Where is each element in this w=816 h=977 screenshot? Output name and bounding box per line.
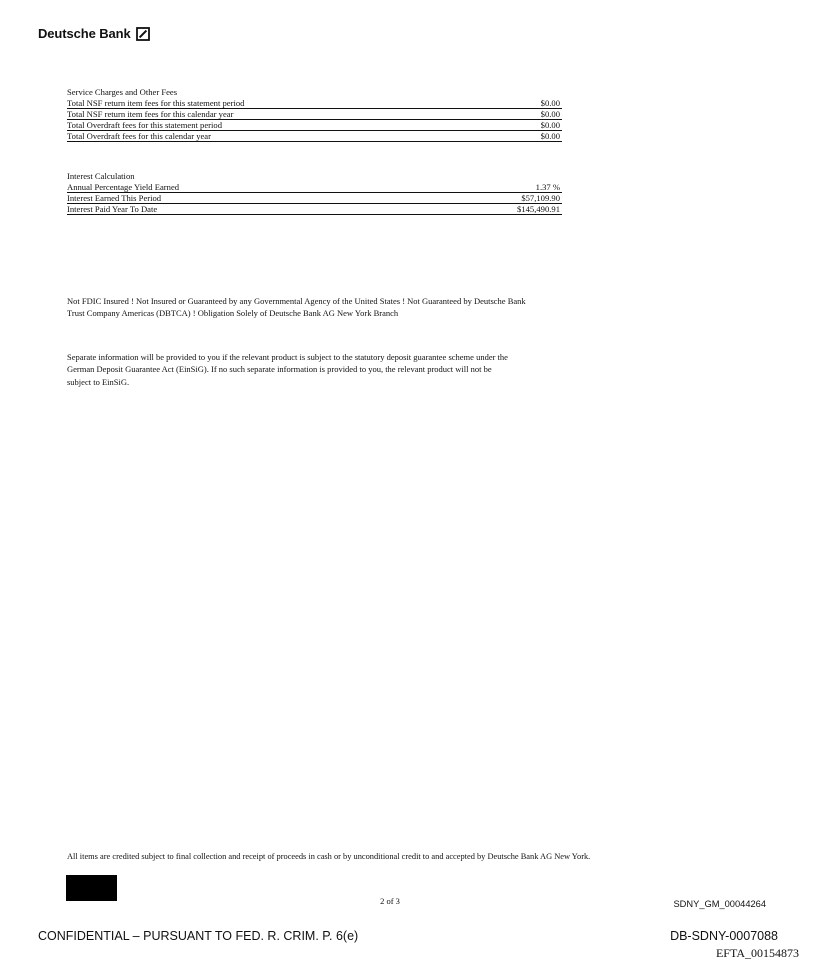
row-amount: $0.00: [540, 131, 560, 141]
doc-id: DB-SDNY-0007088: [670, 929, 778, 943]
row-amount: $0.00: [540, 98, 560, 108]
row-label: Interest Paid Year To Date: [67, 204, 158, 214]
row-amount: 1.37 %: [535, 182, 560, 192]
table-row: [67, 193, 562, 204]
service-charges-title: Service Charges and Other Fees: [67, 87, 178, 97]
interest-section: [67, 171, 562, 215]
fdic-disclaimer: Not FDIC Insured ! Not Insured or Guaranteed by any Governmental Agency of the United States ! Not Guaranteed by Deutsche Bank Trust Company Americas (DBTCA) ! Obligation Solely of Deutsche Bank AG New York Branch: [67, 296, 526, 319]
row-label: Total NSF return item fees for this statement period: [67, 98, 245, 108]
table-row: [67, 204, 562, 215]
row-label: Total Overdraft fees for this statement period: [67, 120, 222, 130]
table-row: [67, 109, 562, 120]
table-row: [67, 98, 562, 109]
deutsche-bank-logo-icon: [136, 27, 150, 41]
row-amount: $145,490.91: [517, 204, 560, 214]
bates-number: SDNY_GM_00044264: [673, 899, 766, 909]
table-row: [67, 120, 562, 131]
row-amount: $0.00: [540, 109, 560, 119]
row-amount: $0.00: [540, 120, 560, 130]
row-amount: $57,109.90: [521, 193, 560, 203]
row-label: Interest Earned This Period: [67, 193, 162, 203]
service-charges-section: [67, 87, 562, 142]
bank-logo: [38, 26, 150, 41]
collection-note: All items are credited subject to final collection and receipt of proceeds in cash or by unconditional credit to and accepted by Deutsche Bank AG New York.: [67, 852, 591, 861]
table-row: [67, 131, 562, 142]
page-indicator: 2 of 3: [380, 896, 400, 906]
redaction-box: [66, 875, 117, 901]
bank-name: Deutsche Bank: [38, 26, 131, 41]
row-label: Total NSF return item fees for this calendar year: [67, 109, 234, 119]
efta-id: EFTA_00154873: [715, 946, 799, 960]
row-label: Annual Percentage Yield Earned: [67, 182, 180, 192]
einsig-disclaimer: Separate information will be provided to you if the relevant product is subject to the statutory deposit guarantee scheme under the German Deposit Guarantee Act (EinSiG). If no such separate information is provided to you, the relevant product will not be subject to EinSiG.: [67, 352, 508, 387]
table-row: [67, 182, 562, 193]
row-label: Total Overdraft fees for this calendar year: [67, 131, 211, 141]
confidential-notice: CONFIDENTIAL – PURSUANT TO FED. R. CRIM. P. 6(e): [38, 929, 359, 943]
interest-title: Interest Calculation: [67, 171, 135, 181]
